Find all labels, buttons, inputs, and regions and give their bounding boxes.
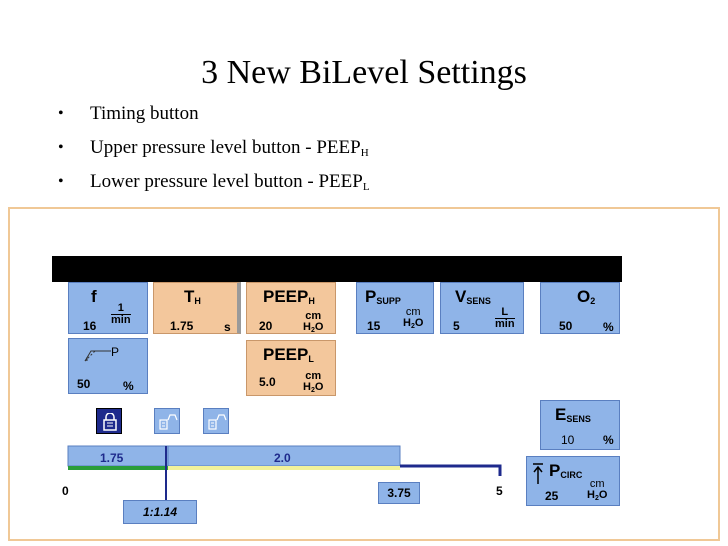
setting-value: 5.0	[259, 375, 276, 389]
setting-value: 20	[259, 319, 273, 333]
setting-value: 5	[453, 319, 460, 333]
ie-ratio-button[interactable]: 1:1.14	[123, 500, 197, 524]
symbol-sub: SUPP	[376, 296, 401, 306]
th-baseline	[68, 466, 168, 470]
timing-waveform-button[interactable]	[154, 408, 180, 434]
symbol-main: O	[577, 287, 591, 306]
symbol-main: P	[549, 461, 561, 480]
setting-symbol	[455, 287, 491, 307]
slide-title: 3 New BiLevel Settings	[201, 54, 527, 91]
vsens-setting-button[interactable]	[440, 282, 524, 334]
setting-symbol	[555, 405, 591, 425]
unit-tail: O	[314, 321, 324, 333]
bullet-text: Lower pressure level button - PEEP	[90, 171, 363, 192]
unit-tail: O	[598, 489, 608, 501]
psupp-setting-button[interactable]	[356, 282, 434, 334]
setting-value: 10	[561, 433, 575, 447]
bullet-list	[52, 100, 370, 202]
unit-sub: 2	[410, 323, 415, 330]
timing-waveform-icon	[207, 412, 227, 437]
setting-symbol	[549, 461, 582, 481]
setting-value: 16	[83, 319, 97, 333]
symbol-main: P	[365, 287, 377, 306]
setting-unit	[303, 311, 323, 336]
settings-header-bar	[52, 256, 622, 282]
setting-symbol	[263, 345, 314, 365]
tl-baseline	[168, 466, 400, 470]
unit-tail: O	[414, 317, 424, 329]
setting-value: 1.75	[170, 319, 194, 333]
unit-top: cm	[305, 370, 322, 382]
rise-waveform-icon	[83, 345, 113, 363]
unit-bottom: H	[587, 489, 595, 501]
unit-tail: O	[314, 381, 324, 393]
unit-top: cm	[405, 306, 421, 318]
bullet-item	[52, 168, 370, 202]
setting-unit	[587, 479, 607, 504]
symbol-sub: L	[308, 354, 314, 364]
pressure-arrow-icon	[533, 463, 543, 485]
symbol-main: T	[184, 287, 195, 306]
bullet-item	[52, 100, 370, 134]
timing-axis	[400, 466, 500, 476]
symbol-sub: CIRC	[560, 470, 583, 480]
unit-sub: 2	[310, 327, 315, 334]
unit-numerator: 1	[111, 303, 131, 315]
esens-setting-button[interactable]	[540, 400, 620, 450]
peeph-setting-button[interactable]	[246, 282, 336, 334]
setting-unit	[403, 307, 423, 332]
lock-icon	[102, 413, 118, 436]
symbol-sub: SENS	[466, 296, 491, 306]
th-bar-label: 1.75	[100, 451, 124, 465]
total-cycle-value[interactable]: 3.75	[378, 482, 420, 504]
bullet-item	[52, 134, 370, 168]
tl-bar-label: 2.0	[274, 451, 291, 465]
unit-top: cm	[589, 478, 605, 490]
unit-denominator: min	[495, 318, 515, 330]
unit-bottom: H	[303, 321, 311, 333]
setting-symbol	[263, 287, 315, 307]
f-setting-button[interactable]	[68, 282, 148, 334]
setting-value: 50	[77, 377, 91, 391]
bullet-text: Upper pressure level button - PEEP	[90, 137, 361, 158]
symbol-sub: SENS	[566, 414, 591, 424]
unit-denominator: min	[111, 314, 131, 326]
bullet-subscript: H	[360, 147, 369, 159]
unit-numerator: L	[495, 307, 515, 319]
symbol-sub: H	[308, 296, 315, 306]
symbol-main: PEEP	[263, 345, 309, 364]
symbol-sub: H	[194, 296, 201, 306]
symbol-main: V	[455, 287, 467, 306]
setting-symbol: f	[91, 287, 97, 306]
axis-start-label: 0	[62, 484, 69, 498]
unit-sub: 2	[310, 387, 315, 394]
symbol-main: PEEP	[263, 287, 309, 306]
setting-value: 15	[367, 319, 381, 333]
setting-unit: %	[603, 433, 614, 447]
unit-bottom: H	[303, 381, 311, 393]
axis-end-label: 5	[496, 484, 503, 498]
timing-waveform-button[interactable]	[203, 408, 229, 434]
bullet-subscript: L	[362, 181, 370, 193]
setting-value: 25	[545, 489, 559, 503]
setting-unit	[111, 303, 131, 326]
setting-symbol	[577, 287, 595, 307]
setting-value: 50	[559, 319, 573, 333]
symbol-sub: 2	[590, 296, 596, 306]
setting-unit	[303, 371, 323, 396]
timing-waveform-icon	[158, 412, 178, 437]
setting-symbol	[365, 287, 401, 307]
unit-top: cm	[305, 310, 322, 322]
lock-button[interactable]	[96, 408, 122, 434]
setting-unit: %	[603, 320, 614, 334]
setting-symbol	[184, 287, 201, 307]
rise-label: P	[111, 345, 120, 359]
bullet-text: Timing button	[90, 103, 199, 124]
symbol-main: E	[555, 405, 567, 424]
unit-bottom: H	[403, 317, 411, 329]
setting-unit: %	[123, 379, 134, 393]
setting-unit: s	[224, 320, 231, 334]
o2-setting-button[interactable]	[540, 282, 620, 334]
peepl-setting-button[interactable]	[246, 340, 336, 396]
setting-unit	[495, 307, 515, 330]
rise-time-button[interactable]	[68, 338, 148, 394]
pcirc-setting-button[interactable]	[526, 456, 620, 506]
unit-sub: 2	[594, 495, 599, 502]
th-setting-button[interactable]	[153, 282, 241, 334]
